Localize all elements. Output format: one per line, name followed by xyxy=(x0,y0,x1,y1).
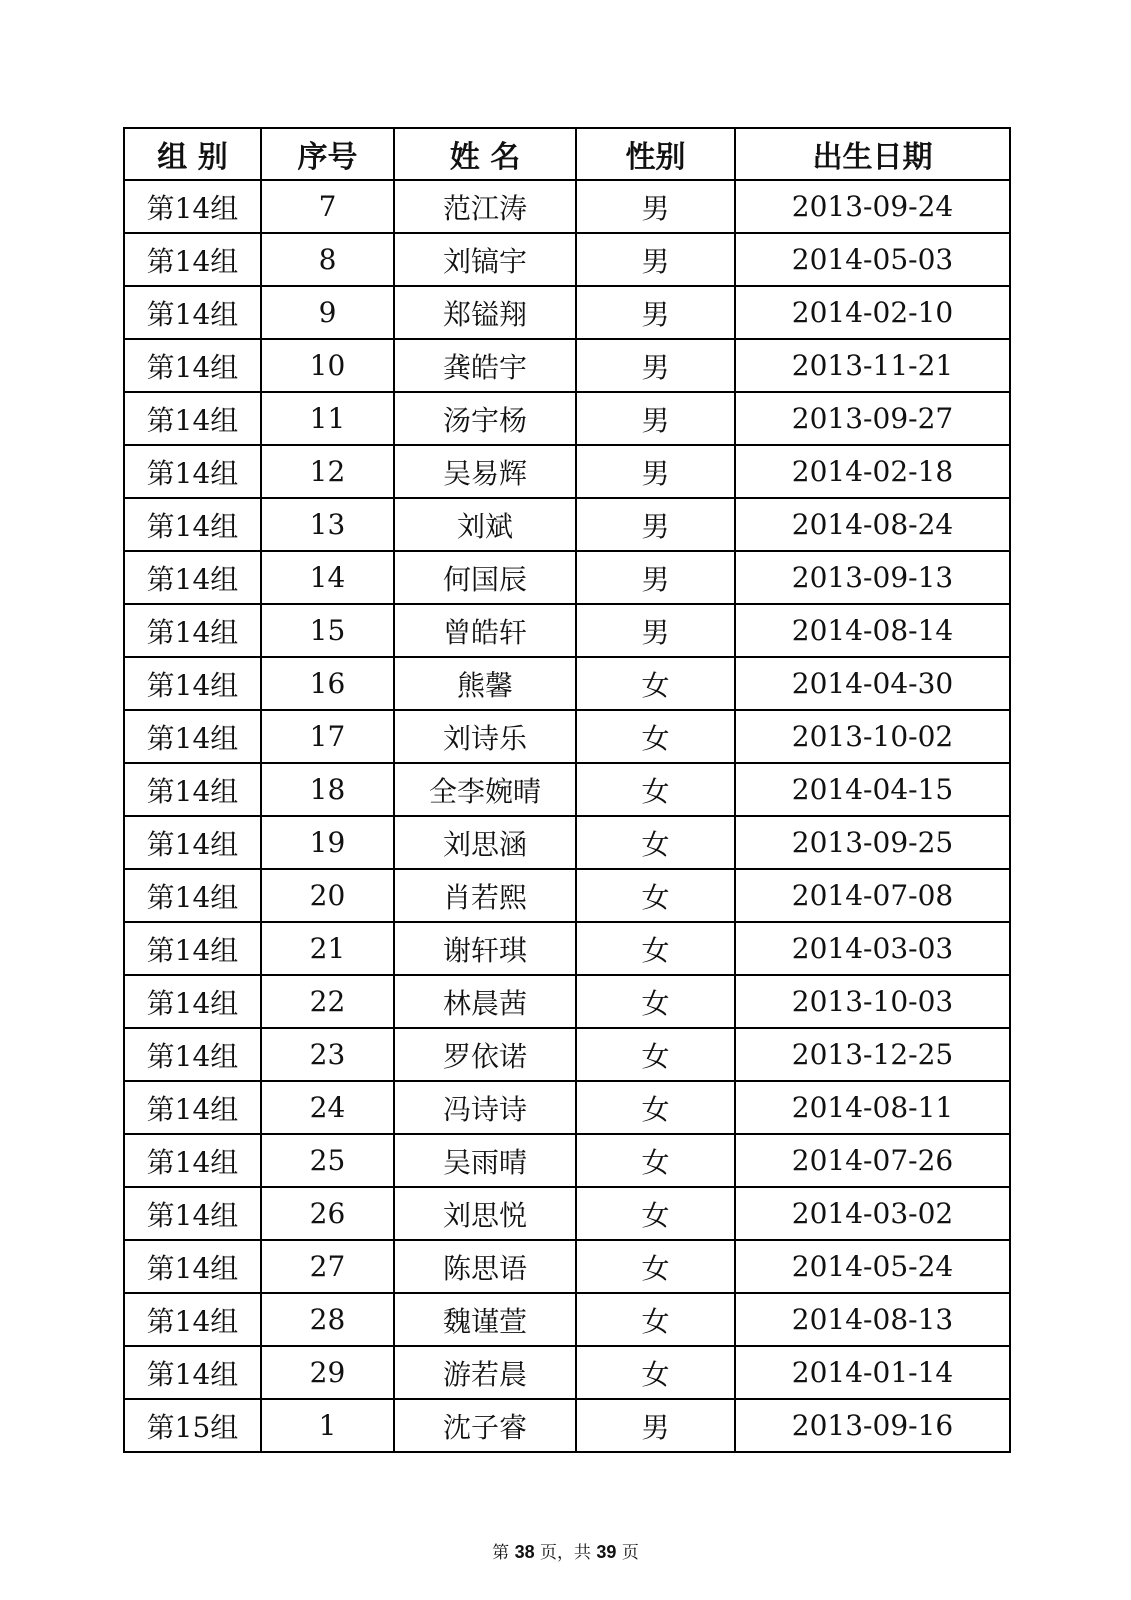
cell-number: 16 xyxy=(261,657,394,710)
cell-number: 24 xyxy=(261,1081,394,1134)
header-birthdate: 出生日期 xyxy=(735,128,1010,180)
page-footer xyxy=(0,1538,1131,1563)
table-row xyxy=(124,922,1010,975)
cell-gender: 男 xyxy=(576,498,735,551)
table-row xyxy=(124,1399,1010,1452)
cell-name: 魏谨萱 xyxy=(394,1293,576,1346)
cell-gender: 女 xyxy=(576,1187,735,1240)
cell-birthdate: 2013-09-25 xyxy=(735,816,1010,869)
cell-group: 第14组 xyxy=(124,604,261,657)
cell-number: 28 xyxy=(261,1293,394,1346)
cell-gender: 男 xyxy=(576,604,735,657)
cell-number: 9 xyxy=(261,286,394,339)
cell-number: 19 xyxy=(261,816,394,869)
cell-name: 全李婉晴 xyxy=(394,763,576,816)
cell-birthdate: 2014-01-14 xyxy=(735,1346,1010,1399)
table-row xyxy=(124,339,1010,392)
cell-number: 27 xyxy=(261,1240,394,1293)
table-row xyxy=(124,1240,1010,1293)
footer-suffix: 页 xyxy=(621,1543,639,1563)
cell-group: 第15组 xyxy=(124,1399,261,1452)
table-row xyxy=(124,286,1010,339)
cell-group: 第14组 xyxy=(124,975,261,1028)
table-row xyxy=(124,657,1010,710)
cell-number: 21 xyxy=(261,922,394,975)
cell-gender: 女 xyxy=(576,869,735,922)
cell-name: 肖若熙 xyxy=(394,869,576,922)
cell-birthdate: 2014-08-11 xyxy=(735,1081,1010,1134)
cell-birthdate: 2013-11-21 xyxy=(735,339,1010,392)
cell-name: 熊馨 xyxy=(394,657,576,710)
cell-group: 第14组 xyxy=(124,339,261,392)
cell-gender: 男 xyxy=(576,286,735,339)
cell-name: 曾皓轩 xyxy=(394,604,576,657)
cell-number: 8 xyxy=(261,233,394,286)
cell-group: 第14组 xyxy=(124,1081,261,1134)
cell-number: 26 xyxy=(261,1187,394,1240)
cell-name: 冯诗诗 xyxy=(394,1081,576,1134)
cell-number: 14 xyxy=(261,551,394,604)
footer-prefix: 第 xyxy=(492,1543,510,1563)
cell-number: 15 xyxy=(261,604,394,657)
cell-number: 29 xyxy=(261,1346,394,1399)
cell-birthdate: 2014-05-24 xyxy=(735,1240,1010,1293)
cell-gender: 女 xyxy=(576,975,735,1028)
cell-group: 第14组 xyxy=(124,392,261,445)
cell-birthdate: 2013-10-03 xyxy=(735,975,1010,1028)
cell-group: 第14组 xyxy=(124,233,261,286)
cell-gender: 男 xyxy=(576,551,735,604)
cell-gender: 女 xyxy=(576,922,735,975)
cell-birthdate: 2014-08-13 xyxy=(735,1293,1010,1346)
cell-birthdate: 2013-09-16 xyxy=(735,1399,1010,1452)
cell-birthdate: 2014-04-15 xyxy=(735,763,1010,816)
cell-number: 18 xyxy=(261,763,394,816)
table-row xyxy=(124,869,1010,922)
table-row xyxy=(124,551,1010,604)
cell-gender: 女 xyxy=(576,816,735,869)
cell-gender: 男 xyxy=(576,445,735,498)
table-row xyxy=(124,1134,1010,1187)
table-row xyxy=(124,180,1010,233)
cell-gender: 女 xyxy=(576,657,735,710)
table-row xyxy=(124,1187,1010,1240)
table-row xyxy=(124,445,1010,498)
cell-gender: 女 xyxy=(576,1028,735,1081)
cell-number: 7 xyxy=(261,180,394,233)
footer-current-page: 38 xyxy=(514,1542,535,1562)
cell-birthdate: 2013-10-02 xyxy=(735,710,1010,763)
cell-group: 第14组 xyxy=(124,286,261,339)
cell-group: 第14组 xyxy=(124,1293,261,1346)
cell-group: 第14组 xyxy=(124,922,261,975)
cell-group: 第14组 xyxy=(124,763,261,816)
table-row xyxy=(124,498,1010,551)
table-row xyxy=(124,1346,1010,1399)
cell-number: 11 xyxy=(261,392,394,445)
cell-birthdate: 2013-09-13 xyxy=(735,551,1010,604)
header-number: 序号 xyxy=(261,128,394,180)
table-row xyxy=(124,816,1010,869)
cell-number: 13 xyxy=(261,498,394,551)
table-row xyxy=(124,710,1010,763)
cell-number: 12 xyxy=(261,445,394,498)
cell-gender: 女 xyxy=(576,1293,735,1346)
cell-number: 17 xyxy=(261,710,394,763)
cell-number: 23 xyxy=(261,1028,394,1081)
footer-middle: 页，共 xyxy=(540,1543,591,1563)
cell-name: 汤宇杨 xyxy=(394,392,576,445)
cell-gender: 男 xyxy=(576,180,735,233)
table-row xyxy=(124,975,1010,1028)
cell-number: 10 xyxy=(261,339,394,392)
cell-group: 第14组 xyxy=(124,657,261,710)
cell-name: 郑镒翔 xyxy=(394,286,576,339)
table-row xyxy=(124,1081,1010,1134)
cell-name: 游若晨 xyxy=(394,1346,576,1399)
cell-name: 刘思悦 xyxy=(394,1187,576,1240)
cell-group: 第14组 xyxy=(124,1187,261,1240)
cell-group: 第14组 xyxy=(124,551,261,604)
cell-group: 第14组 xyxy=(124,1028,261,1081)
cell-gender: 男 xyxy=(576,392,735,445)
cell-gender: 女 xyxy=(576,763,735,816)
header-gender: 性别 xyxy=(576,128,735,180)
cell-number: 22 xyxy=(261,975,394,1028)
table-row xyxy=(124,233,1010,286)
cell-birthdate: 2014-05-03 xyxy=(735,233,1010,286)
cell-name: 罗依诺 xyxy=(394,1028,576,1081)
cell-gender: 男 xyxy=(576,233,735,286)
cell-gender: 女 xyxy=(576,1346,735,1399)
header-group: 组 别 xyxy=(124,128,261,180)
cell-group: 第14组 xyxy=(124,816,261,869)
cell-group: 第14组 xyxy=(124,1346,261,1399)
cell-birthdate: 2014-08-24 xyxy=(735,498,1010,551)
cell-name: 刘斌 xyxy=(394,498,576,551)
cell-birthdate: 2013-09-27 xyxy=(735,392,1010,445)
cell-name: 林晨茜 xyxy=(394,975,576,1028)
cell-group: 第14组 xyxy=(124,180,261,233)
table-row xyxy=(124,392,1010,445)
table-row xyxy=(124,1293,1010,1346)
cell-group: 第14组 xyxy=(124,445,261,498)
cell-name: 何国辰 xyxy=(394,551,576,604)
header-name: 姓 名 xyxy=(394,128,576,180)
cell-gender: 女 xyxy=(576,1240,735,1293)
cell-group: 第14组 xyxy=(124,710,261,763)
cell-birthdate: 2013-12-25 xyxy=(735,1028,1010,1081)
cell-birthdate: 2014-03-02 xyxy=(735,1187,1010,1240)
cell-number: 20 xyxy=(261,869,394,922)
footer-total-pages: 39 xyxy=(596,1542,617,1562)
cell-birthdate: 2014-04-30 xyxy=(735,657,1010,710)
cell-birthdate: 2014-07-08 xyxy=(735,869,1010,922)
cell-group: 第14组 xyxy=(124,498,261,551)
cell-name: 范江涛 xyxy=(394,180,576,233)
roster-table xyxy=(123,127,1011,1453)
cell-name: 吴雨晴 xyxy=(394,1134,576,1187)
table-row xyxy=(124,763,1010,816)
cell-name: 谢轩琪 xyxy=(394,922,576,975)
cell-gender: 男 xyxy=(576,1399,735,1452)
cell-number: 25 xyxy=(261,1134,394,1187)
cell-name: 刘镐宇 xyxy=(394,233,576,286)
cell-gender: 女 xyxy=(576,1134,735,1187)
cell-group: 第14组 xyxy=(124,1134,261,1187)
header-row xyxy=(124,128,1010,180)
cell-group: 第14组 xyxy=(124,1240,261,1293)
cell-birthdate: 2014-07-26 xyxy=(735,1134,1010,1187)
cell-gender: 男 xyxy=(576,339,735,392)
cell-birthdate: 2014-03-03 xyxy=(735,922,1010,975)
table-row xyxy=(124,604,1010,657)
table-row xyxy=(124,1028,1010,1081)
cell-name: 刘诗乐 xyxy=(394,710,576,763)
cell-name: 龚皓宇 xyxy=(394,339,576,392)
cell-gender: 女 xyxy=(576,1081,735,1134)
cell-name: 吴易辉 xyxy=(394,445,576,498)
cell-birthdate: 2014-02-18 xyxy=(735,445,1010,498)
cell-birthdate: 2014-02-10 xyxy=(735,286,1010,339)
cell-number: 1 xyxy=(261,1399,394,1452)
cell-name: 陈思语 xyxy=(394,1240,576,1293)
cell-name: 刘思涵 xyxy=(394,816,576,869)
cell-birthdate: 2013-09-24 xyxy=(735,180,1010,233)
cell-group: 第14组 xyxy=(124,869,261,922)
cell-name: 沈子睿 xyxy=(394,1399,576,1452)
roster-body xyxy=(124,180,1010,1452)
cell-birthdate: 2014-08-14 xyxy=(735,604,1010,657)
cell-gender: 女 xyxy=(576,710,735,763)
